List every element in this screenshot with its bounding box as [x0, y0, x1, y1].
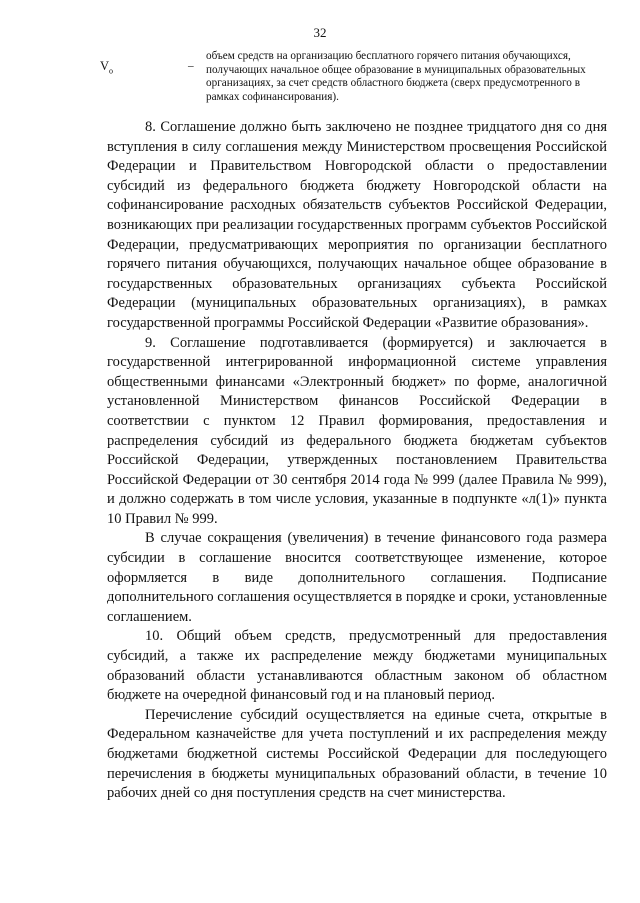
page-number: 32 — [313, 25, 327, 40]
paragraph-9-amendment: В случае сокращения (увеличения) в течение финансового года размера субсидии в соглашение вносится соответствующее изменение, которое оформляется в виде дополнительного соглашения. Подписание дополнительного соглашения осуществляется в порядке и сроки, установленные соглашением. — [107, 530, 607, 625]
document-body — [107, 118, 607, 804]
legend-symbol-subscript: о — [109, 66, 114, 76]
paragraph-9: 9. Соглашение подготавливается (формируется) и заключается в государственной интегрированной информационной системе управления общественными финансами «Электронный бюджет» по форме, аналогичной установленной Министерством финансов Российской Федерации в соответствии с пунктом 12 Правил формирования, предоставления и распределения субсидий из федерального бюджета бюджетам субъектов Российской Федерации, утвержденных постановлением Правительства Российской Федерации от 30 сентября 2014 года № 999 (далее Правила № 999), и должно содержать в том числе условия, указанные в подпункте «л(1)» пункта 10 Правил № 999. — [107, 334, 607, 527]
paragraph-8: 8. Соглашение должно быть заключено не позднее тридцатого дня со дня вступления в силу соглашения между Министерством просвещения Российской Федерации и Правительством Новгородской области о предоставлении субсидий из федерального бюджета бюджету Новгородской области на софинансирование расходных обязательств субъектов Российской Федерации, возникающих при реализации государственных программ субъектов Российской Федерации, предусматривающих мероприятия по организации бесплатного горячего питания обучающихся, получающих начальное общее образование в государственных образовательных организациях субъекта Российской Федерации (муниципальных образовательных организациях), в рамках государственной программы Российской Федерации «Развитие образования». — [107, 119, 607, 331]
legend-symbol — [100, 60, 113, 78]
paragraph-10: 10. Общий объем средств, предусмотренный для предоставления субсидий, а также их распределение между бюджетами муниципальных образований области устанавливаются областным законом об областном бюджете на очередной финансовый год и на плановый период. — [107, 628, 607, 704]
legend-dash: – — [188, 60, 194, 72]
legend-symbol-letter: V — [100, 59, 110, 73]
legend-description: объем средств на организацию бесплатного горячего питания обучающихся, получающих начальное общее образование в муниципальных образовательных организациях, за счет средств областного бюджета (сверх предусмотренного в рамках софинансирования). — [206, 50, 586, 103]
paragraph-10-transfer: Перечисление субсидий осуществляется на единые счета, открытые в Федеральном казначействе для учета поступлений и их распределения между бюджетами бюджетной системы Российской Федерации для последующего перечисления в бюджеты муниципальных образований области, в течение 10 рабочих дней со дня поступления средств на счет министерства. — [107, 706, 607, 802]
